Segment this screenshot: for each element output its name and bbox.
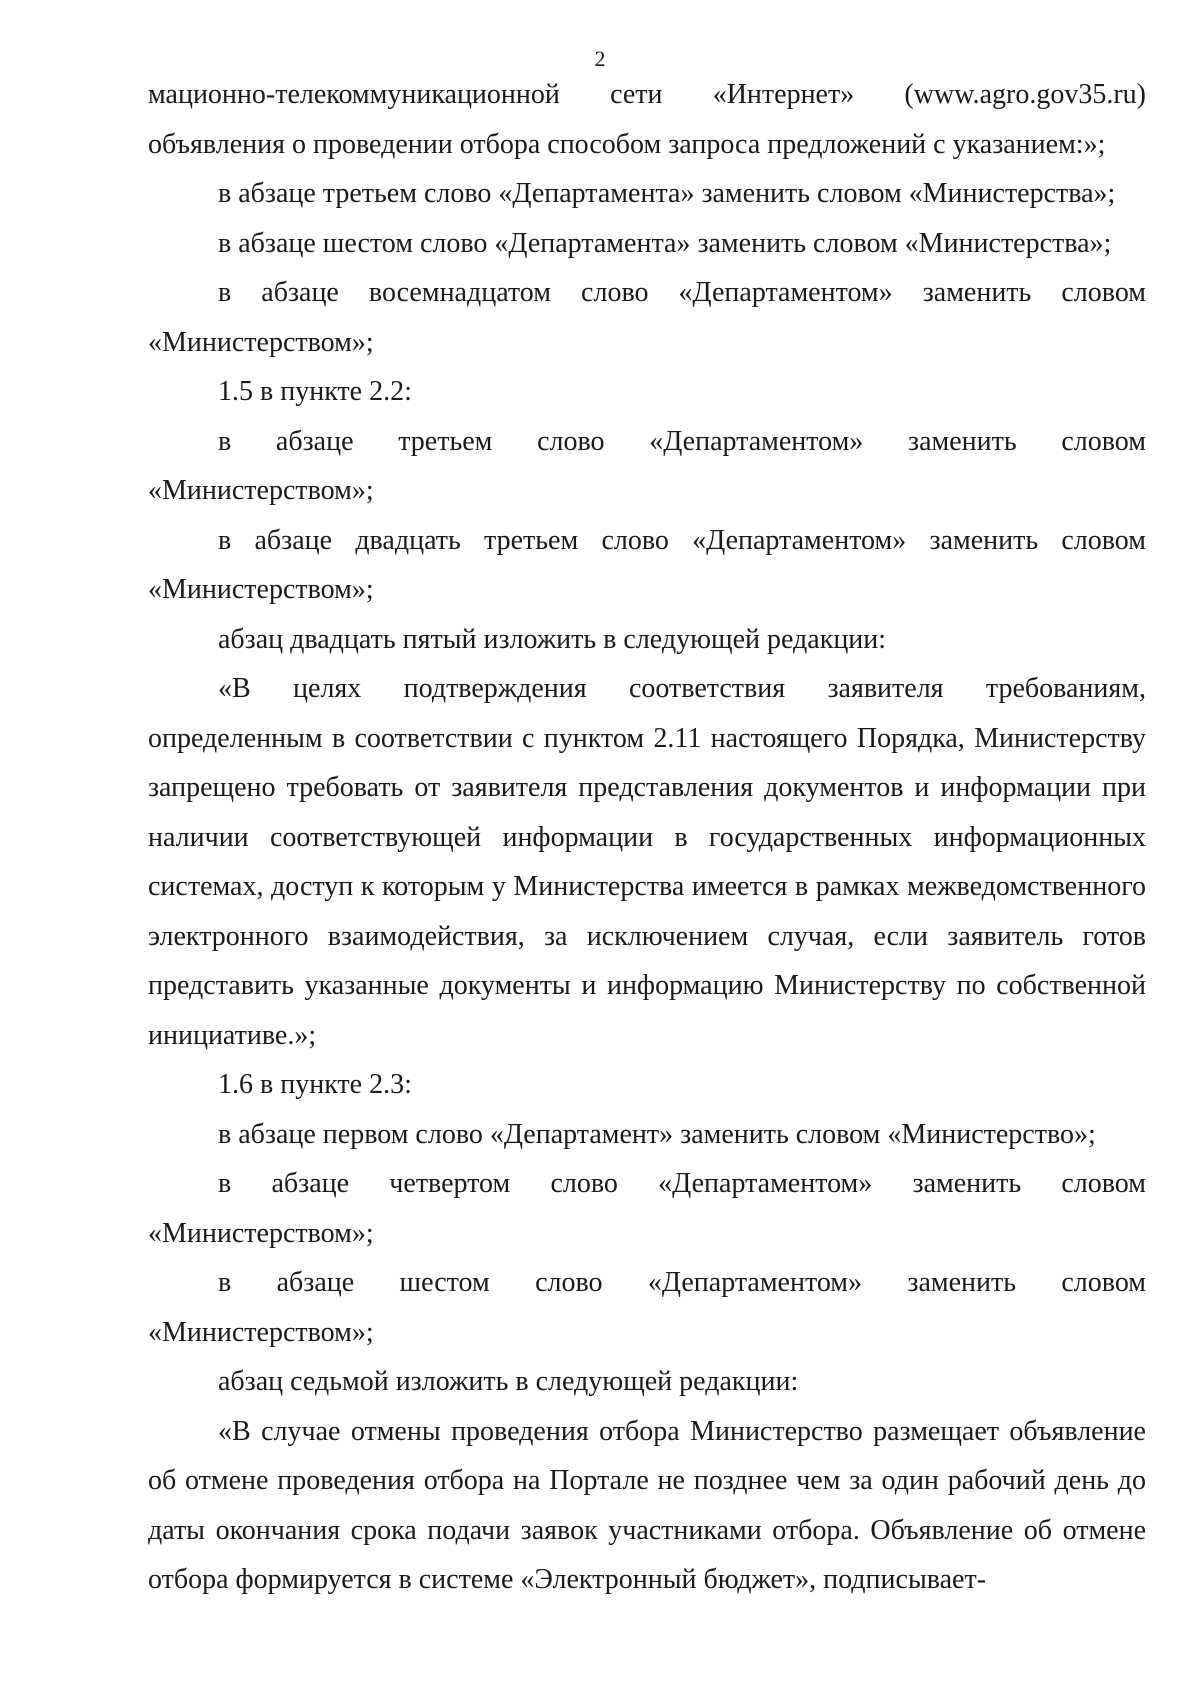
paragraph: в абзаце шестом слово «Департаментом» заменить словом «Министерством»; bbox=[148, 1267, 1146, 1348]
paragraph: в абзаце четвертом слово «Департаментом» заменить словом «Министерством»; bbox=[148, 1168, 1146, 1249]
paragraph: «В случае отмены проведения отбора Министерство размещает объявление об отмене проведения отбора на Портале не позднее чем за один рабочий день до даты окончания срока подачи заявок участниками отбора. Объявление об отмене отбора формируется в системе «Электронный бюджет», подписывает- bbox=[148, 1415, 1146, 1595]
paragraph: в абзаце третьем слово «Департамента» заменить словом «Министерства»; bbox=[218, 178, 1116, 209]
page-number: 2 bbox=[594, 46, 606, 71]
paragraph: мационно-телекоммуникационной сети «Интернет» (www.agro.gov35.ru) объявления о проведении отбора способом запроса предложений с указанием:»; bbox=[148, 79, 1146, 160]
paragraph: в абзаце первом слово «Департамент» заменить словом «Министерство»; bbox=[218, 1118, 1096, 1150]
paragraph: абзац двадцать пятый изложить в следующей редакции: bbox=[218, 623, 887, 655]
paragraph: в абзаце восемнадцатом слово «Департаментом» заменить словом «Министерством»; bbox=[148, 277, 1146, 358]
paragraph: 1.5 в пункте 2.2: bbox=[218, 376, 412, 407]
paragraph: 1.6 в пункте 2.3: bbox=[218, 1069, 412, 1100]
paragraph: «В целях подтверждения соответствия заявителя требованиям, определенным в соответствии с пунктом 2.11 настоящего Порядка, Министерству запрещено требовать от заявителя представления документов и информации при наличии соответствующей информации в государственных информационных системах, доступ к которым у Министерства имеется в рамках межведомственного электронного взаимодействия, за исключением случая, если заявитель готов представить указанные документы и информацию Министерству по собственной инициативе.»; bbox=[148, 673, 1146, 1051]
document-body bbox=[148, 70, 1146, 1605]
paragraph: в абзаце шестом слово «Департамента» заменить словом «Министерства»; bbox=[218, 227, 1112, 259]
paragraph: в абзаце двадцать третьем слово «Департаментом» заменить словом «Министерством»; bbox=[148, 524, 1146, 605]
paragraph: абзац седьмой изложить в следующей редакции: bbox=[218, 1366, 799, 1397]
paragraph: в абзаце третьем слово «Департаментом» заменить словом «Министерством»; bbox=[148, 425, 1146, 506]
